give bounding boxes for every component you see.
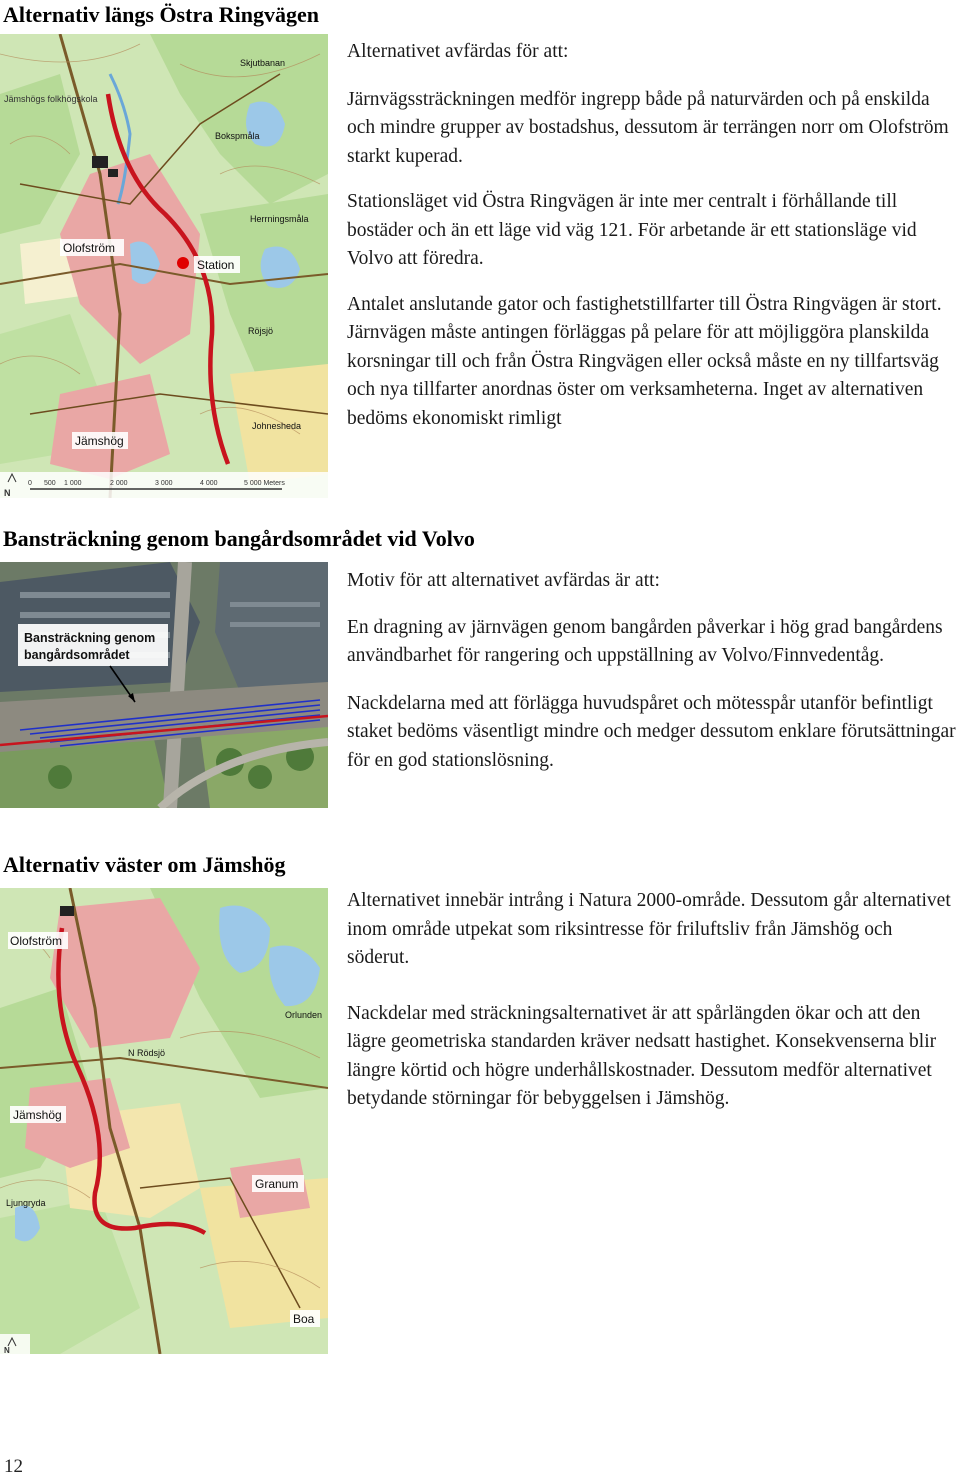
map-label-folkhogskola: Jämshögs folkhögskola	[4, 94, 98, 104]
section3-paragraph-2: Nackdelar med sträckningsalternativet är att spårlängden ökar och att den lägre geometriska standarden kräver nedsatt hastighet. Konsekvenserna blir längre körtid och högre underhållskostnader. Dessutom medför alternativet betydande störningar för bebyggelsen i Jämshög.	[347, 1002, 937, 1109]
map-label-station: Station	[197, 258, 235, 272]
page-number: 12	[4, 1456, 23, 1477]
aerial-photo-bangard	[0, 562, 328, 808]
section1-intro: Alternativet avfärdas för att:	[347, 41, 569, 62]
map-label-granum: Granum	[255, 1177, 299, 1191]
map-label-jamshog-2: Jämshög	[13, 1108, 62, 1122]
section2-intro: Motiv för att alternativet avfärdas är att:	[347, 570, 660, 591]
north-arrow-label: N	[4, 488, 11, 498]
photo-label-line1: Bansträckning genom	[24, 631, 156, 645]
map-label-bokspmala: Bokspmåla	[215, 131, 260, 141]
map-label-rojsjo: Röjsjö	[248, 326, 274, 336]
scale-tick-2000: 2 000	[110, 480, 128, 487]
scale-tick-500: 500	[44, 480, 56, 487]
scale-tick-0: 0	[28, 480, 32, 487]
section1-paragraph-2: Stationsläget vid Östra Ringvägen är inte mer centralt i förhållande till bostäder och än ett läge vid väg 121. För arbetande är ett stationsläge vid Volvo att föredra.	[347, 191, 917, 269]
scale-tick-4000: 4 000	[200, 480, 218, 487]
section3-text	[347, 887, 957, 1114]
section-heading-ostra-ringvagen: Alternativ längs Östra Ringvägen	[3, 2, 319, 27]
scale-tick-3000: 3 000	[155, 480, 173, 487]
topographic-map-jamshog	[0, 888, 328, 1354]
map-label-orlunden: Orlunden	[285, 1010, 323, 1020]
aerial-photo	[0, 562, 328, 808]
section2-paragraph-1: En dragning av järnvägen genom bangården påverkar i hög grad bangårdens användbarhet för rangering och uppställning av Volvo/Finnvedentåg.	[347, 616, 943, 666]
scale-tick-1000: 1 000	[64, 480, 82, 487]
map-ostra-ringvagen	[0, 34, 328, 498]
topographic-map	[0, 34, 328, 498]
scale-tick-5000: 5 000 Meters	[244, 480, 285, 487]
map-label-johnesheda: Johnesheda	[252, 421, 302, 431]
section1-paragraph-3: Antalet anslutande gator och fastighetstillfarter till Östra Ringvägen är stort. Järnvägen måste antingen förläggas på pelare för att möjliggöra planskilda korsningar till och från Östra Ringvägen eller också måste en ny tillfartsväg och nya tillfarter anordnas öster om verksamheterna. Inget av alternativen bedöms ekonomiskt rimligt	[347, 293, 942, 429]
map-label-herrningsmala: Herrningsmåla	[250, 214, 309, 224]
map-label-boa: Boa	[293, 1312, 315, 1326]
photo-label-line2: bangårdsområdet	[24, 648, 130, 662]
map-label-olofstrom-2: Olofström	[10, 934, 63, 948]
map-label-olofstrom: Olofström	[63, 241, 116, 255]
section1-paragraph-1: Järnvägssträckningen medför ingrepp både på naturvärden och på enskilda och mindre grupper av bostadshus, dessutom är terrängen norr om Olofström starkt kuperad.	[347, 88, 949, 167]
map-vaster-om-jamshog	[0, 888, 328, 1354]
section-heading-bangard: Bansträckning genom bangårdsområdet vid Volvo	[3, 526, 475, 551]
map-label-ljungryda: Ljungryda	[6, 1198, 46, 1208]
section3-paragraph-1: Alternativet innebär intrång i Natura 2000-område. Dessutom går alternativet inom område utpekat som riksintresse för friluftsliv från Jämshög och söderut.	[347, 890, 951, 968]
north-arrow-label-2: N	[4, 1346, 10, 1354]
map-label-jamshog: Jämshög	[75, 434, 124, 448]
section-heading-jamshog: Alternativ väster om Jämshög	[3, 852, 286, 877]
section2-text	[347, 567, 957, 775]
section1-text	[347, 38, 957, 433]
map-label-skjutbanan: Skjutbanan	[240, 58, 286, 68]
section2-paragraph-2: Nackdelarna med att förlägga huvudspåret och mötesspår utanför befintligt staket bedöms väsentligt mindre och medger dessutom enklare förutsättningar för en god stationslösning.	[347, 692, 956, 771]
map-label-rodsjo: N Rödsjö	[128, 1048, 166, 1058]
